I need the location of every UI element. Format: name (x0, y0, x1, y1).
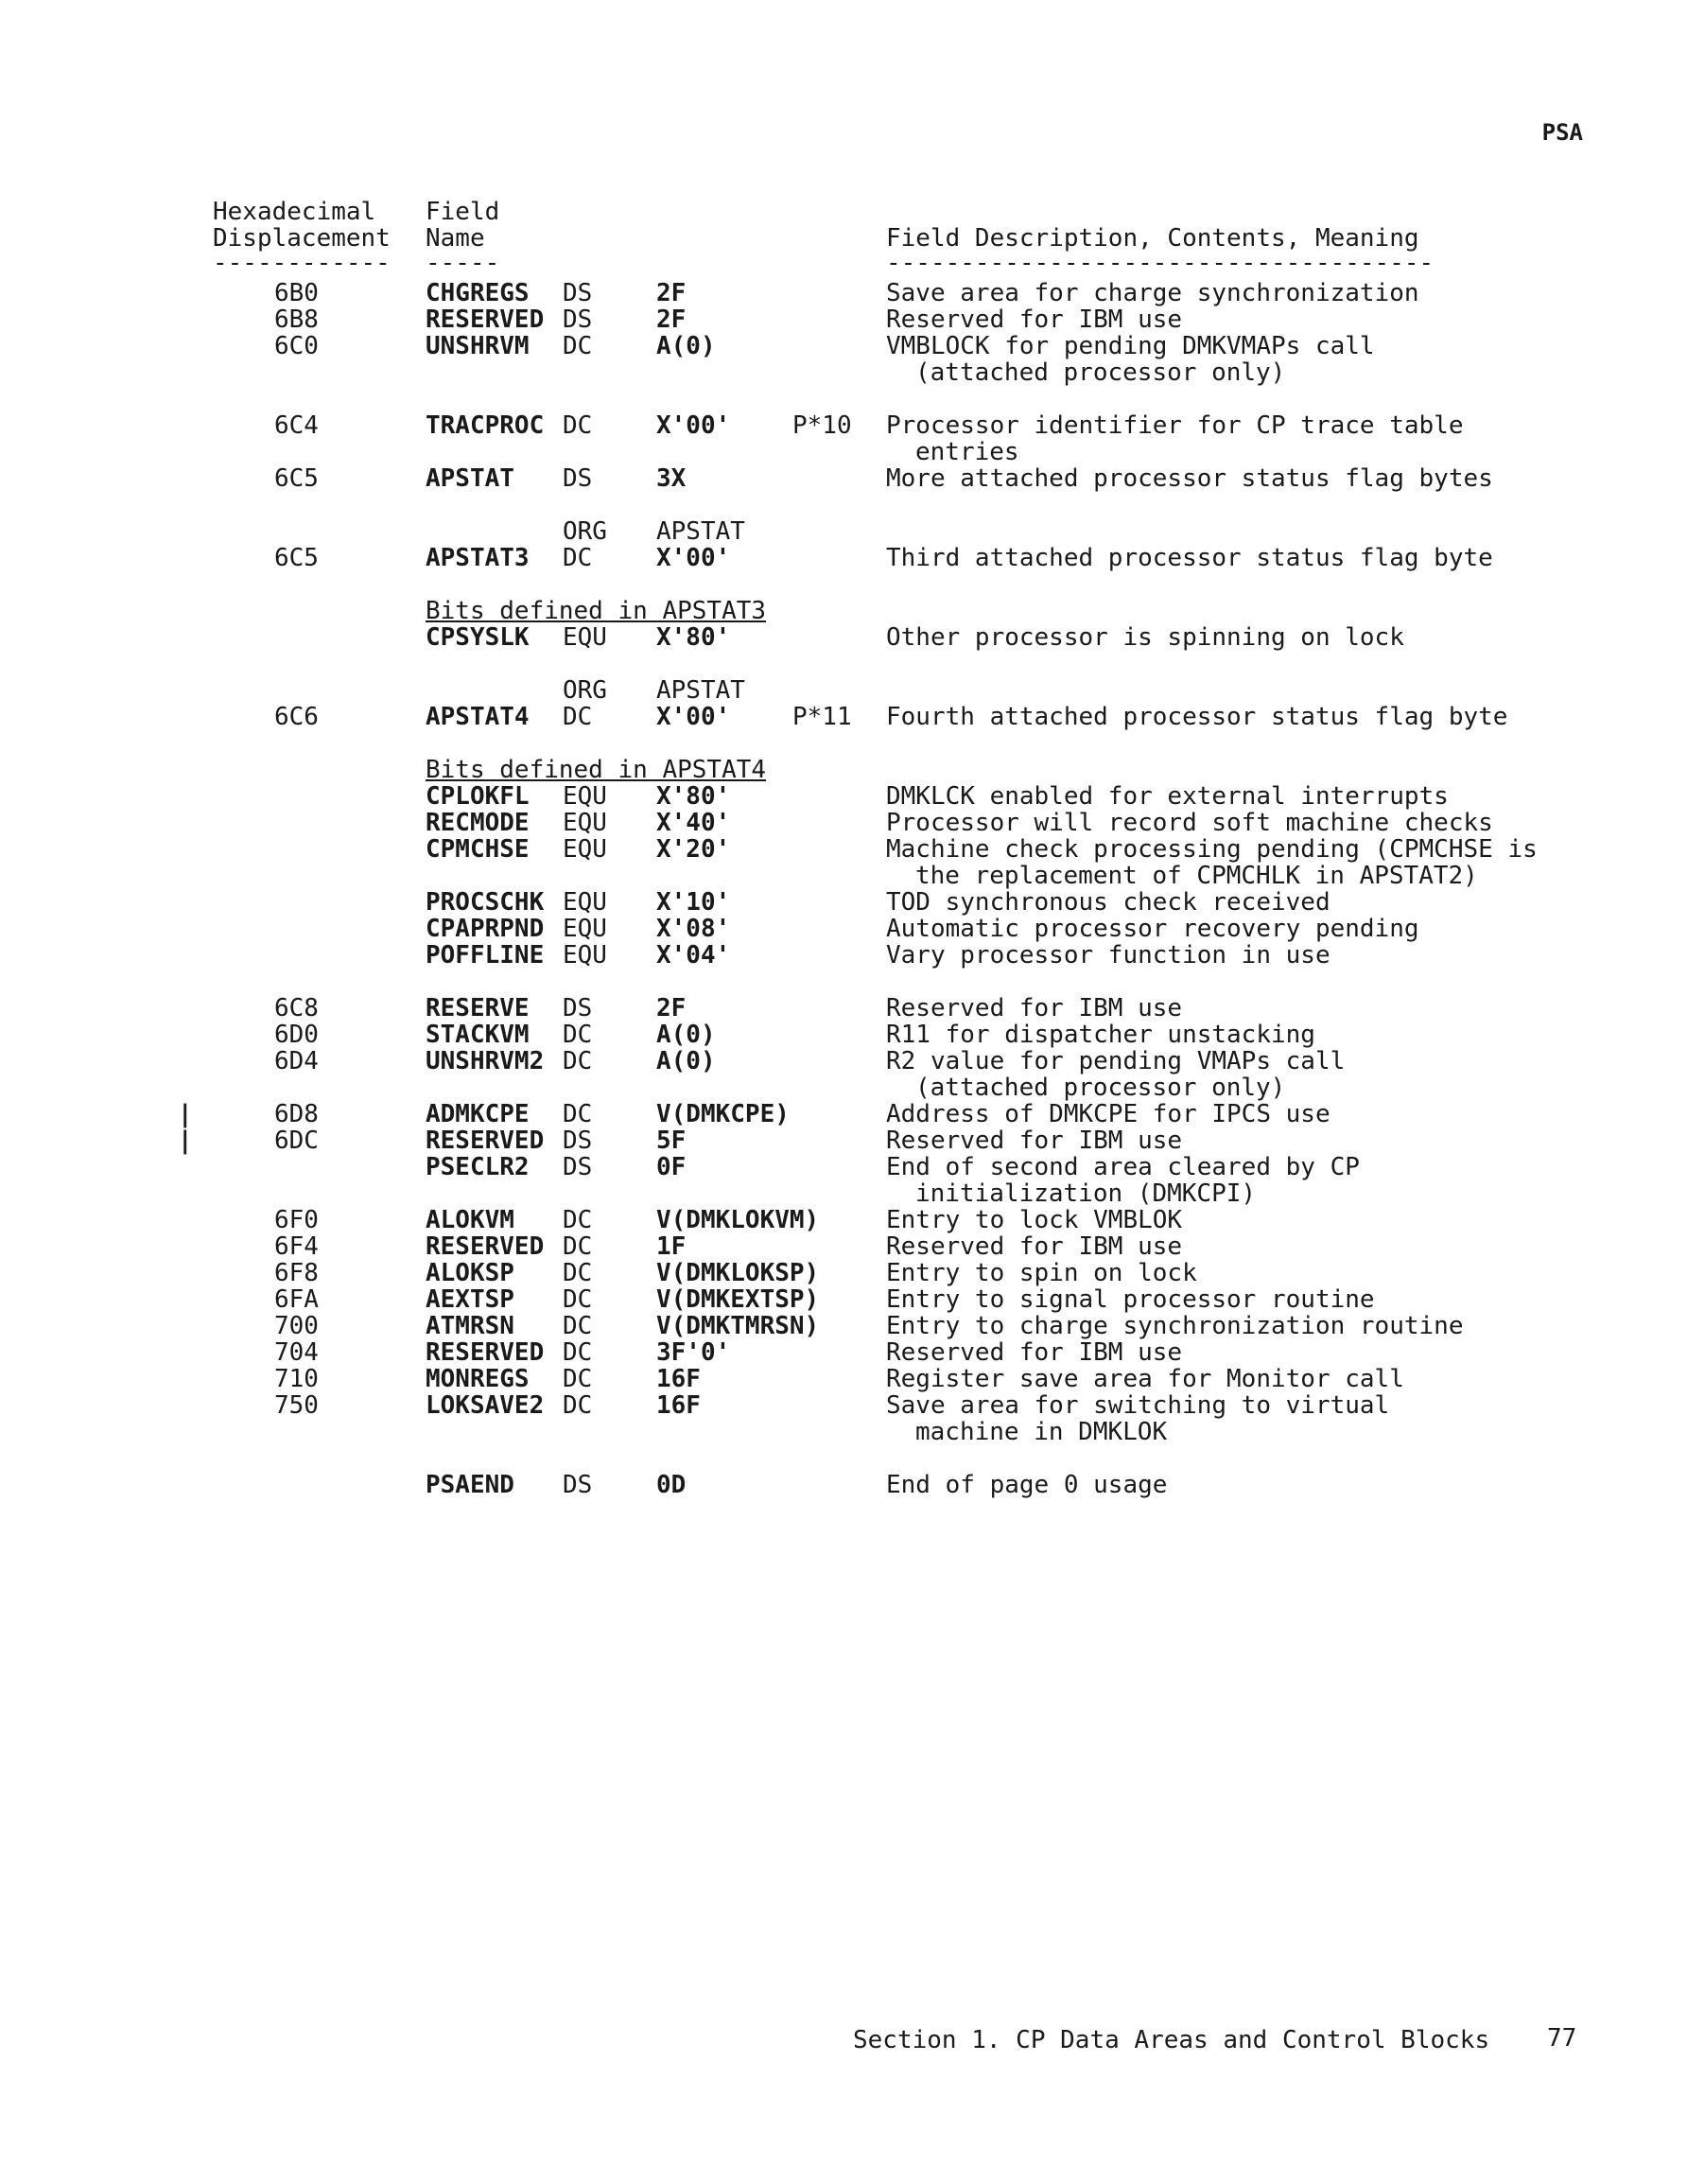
column-header-description-rule: ------------------------------------- (886, 249, 1435, 277)
field-name: APSTAT (426, 464, 514, 493)
operand: A(0) (656, 1047, 716, 1075)
opcode: DC (563, 1021, 593, 1049)
table-row (0, 1313, 1687, 1339)
column-header-description: Field Description, Contents, Meaning (886, 224, 1419, 253)
column-header-name-line2: Name (426, 224, 485, 253)
opcode: DC (563, 703, 593, 731)
table-row (0, 280, 1687, 306)
column-header-displacement-rule: ------------ (213, 249, 391, 277)
operand: X'00' (656, 544, 731, 572)
table-row (0, 836, 1687, 863)
displacement: 6D8 (274, 1100, 319, 1128)
page-number: 77 (1547, 2024, 1577, 2053)
field-description: R11 for dispatcher unstacking (886, 1021, 1315, 1049)
table-row (0, 810, 1687, 836)
displacement: 700 (274, 1312, 319, 1340)
operand: V(DMKCPE) (656, 1100, 790, 1128)
displacement: 6D0 (274, 1021, 319, 1049)
field-name: RESERVE (426, 994, 530, 1022)
displacement: 6F8 (274, 1259, 319, 1287)
opcode: EQU (563, 915, 607, 943)
opcode: DC (563, 332, 593, 360)
operand: A(0) (656, 1021, 716, 1049)
field-name: CHGREGS (426, 279, 530, 307)
opcode: EQU (563, 941, 607, 970)
column-header-displacement-line2: Displacement (213, 224, 391, 253)
field-description: Reserved for IBM use (886, 1127, 1183, 1155)
opcode: DC (563, 1365, 593, 1393)
table-row (0, 995, 1687, 1022)
field-name: STACKVM (426, 1021, 530, 1049)
page-footer-section: Section 1. CP Data Areas and Control Blocks (853, 2026, 1490, 2054)
field-description: End of page 0 usage (886, 1471, 1168, 1499)
operand: X'00' (656, 411, 731, 440)
field-description: Reserved for IBM use (886, 306, 1183, 334)
column-header-name-rule: ----- (426, 249, 500, 277)
opcode: DC (563, 1100, 593, 1128)
field-description: Reserved for IBM use (886, 994, 1183, 1022)
column-header-displacement-line1: Hexadecimal (213, 198, 376, 226)
displacement: 6B8 (274, 306, 319, 334)
field-table (0, 280, 1687, 1498)
opcode: DS (563, 1127, 593, 1155)
table-row (0, 306, 1687, 333)
field-description: Third attached processor status flag byte (886, 544, 1493, 572)
table-row (0, 545, 1687, 571)
field-description: Entry to spin on lock (886, 1259, 1197, 1287)
opcode: EQU (563, 782, 607, 811)
description-continuation (0, 1419, 1687, 1445)
table-row (0, 916, 1687, 942)
field-description: More attached processor status flag bytes (886, 464, 1493, 493)
field-name: RESERVED (426, 306, 545, 334)
field-description: TOD synchronous check received (886, 888, 1330, 917)
field-description: Processor will record soft machine checks (886, 809, 1493, 837)
field-description: Other processor is spinning on lock (886, 623, 1404, 652)
operand: V(DMKTMRSN) (656, 1312, 820, 1340)
displacement: 6B0 (274, 279, 319, 307)
field-name: CPSYSLK (426, 623, 530, 652)
field-name: LOKSAVE2 (426, 1391, 545, 1420)
opcode: DC (563, 544, 593, 572)
field-name: CPLOKFL (426, 782, 530, 811)
opcode: DC (563, 1312, 593, 1340)
opcode: EQU (563, 888, 607, 917)
field-description: Save area for switching to virtual (886, 1391, 1390, 1420)
operand: V(DMKEXTSP) (656, 1285, 820, 1314)
page-header: PSA (1541, 119, 1583, 146)
table-row (0, 1127, 1687, 1154)
opcode: DC (563, 1232, 593, 1261)
field-description: Reserved for IBM use (886, 1338, 1183, 1367)
field-description: Entry to signal processor routine (886, 1285, 1375, 1314)
field-name: CPMCHSE (426, 835, 530, 864)
operand: 16F (656, 1365, 701, 1393)
displacement: 750 (274, 1391, 319, 1420)
field-description: Address of DMKCPE for IPCS use (886, 1100, 1330, 1128)
operand: 2F (656, 994, 687, 1022)
description-continuation (0, 1075, 1687, 1101)
field-description: Fourth attached processor status flag byte (886, 703, 1508, 731)
opcode: EQU (563, 835, 607, 864)
opcode: DS (563, 464, 593, 493)
operand: 3X (656, 464, 687, 493)
operand: X'08' (656, 915, 731, 943)
reference: P*10 (792, 411, 852, 440)
opcode: DS (563, 306, 593, 334)
field-description-continued: entries (915, 438, 1019, 466)
operand: X'80' (656, 623, 731, 652)
org-opcode: ORG (563, 517, 607, 546)
operand: 3F'0' (656, 1338, 731, 1367)
field-description-continued: the replacement of CPMCHLK in APSTAT2) (915, 862, 1478, 890)
field-description-continued: initialization (DMKCPI) (915, 1179, 1257, 1208)
table-row (0, 889, 1687, 916)
spacer-row (0, 386, 1687, 412)
field-name: RESERVED (426, 1232, 545, 1261)
field-name: CPAPRPND (426, 915, 545, 943)
table-row (0, 1154, 1687, 1180)
table-row (0, 1233, 1687, 1260)
table-row (0, 704, 1687, 730)
operand: X'40' (656, 809, 731, 837)
field-description: Vary processor function in use (886, 941, 1330, 970)
displacement: 6C0 (274, 332, 319, 360)
field-name: RECMODE (426, 809, 530, 837)
table-row (0, 333, 1687, 359)
displacement: 6C8 (274, 994, 319, 1022)
field-description: R2 value for pending VMAPs call (886, 1047, 1346, 1075)
displacement: 6D4 (274, 1047, 319, 1075)
field-description: VMBLOCK for pending DMKVMAPs call (886, 332, 1375, 360)
field-description: Machine check processing pending (CPMCHSE is (886, 835, 1538, 864)
field-name: RESERVED (426, 1338, 545, 1367)
table-row (0, 1286, 1687, 1313)
displacement: 6F0 (274, 1206, 319, 1234)
operand: 16F (656, 1391, 701, 1420)
opcode: DC (563, 1391, 593, 1420)
opcode: DS (563, 279, 593, 307)
field-name: ATMRSN (426, 1312, 514, 1340)
table-row (0, 942, 1687, 969)
description-continuation (0, 359, 1687, 386)
displacement: 710 (274, 1365, 319, 1393)
displacement: 6C5 (274, 464, 319, 493)
table-row (0, 1101, 1687, 1127)
table-row (0, 1260, 1687, 1286)
operand: 2F (656, 306, 687, 334)
field-name: POFFLINE (426, 941, 545, 970)
org-statement (0, 518, 1687, 545)
operand: V(DMKLOKVM) (656, 1206, 820, 1234)
displacement: 704 (274, 1338, 319, 1367)
spacer-row (0, 492, 1687, 518)
bits-heading (0, 757, 1687, 783)
field-description: Processor identifier for CP trace table (886, 411, 1464, 440)
operand: 2F (656, 279, 687, 307)
operand: 5F (656, 1127, 687, 1155)
field-name: AEXTSP (426, 1285, 514, 1314)
operand: X'00' (656, 703, 731, 731)
table-row (0, 783, 1687, 810)
operand: X'80' (656, 782, 731, 811)
operand: X'04' (656, 941, 731, 970)
opcode: DC (563, 1047, 593, 1075)
field-name: ADMKCPE (426, 1100, 530, 1128)
description-continuation (0, 439, 1687, 465)
description-continuation (0, 863, 1687, 889)
operand: 0F (656, 1153, 687, 1181)
field-name: PSAEND (426, 1471, 514, 1499)
field-name: TRACPROC (426, 411, 545, 440)
org-operand: APSTAT (656, 676, 745, 705)
org-operand: APSTAT (656, 517, 745, 546)
table-row (0, 1472, 1687, 1498)
field-name: APSTAT4 (426, 703, 530, 731)
spacer-row (0, 1445, 1687, 1472)
table-row (0, 624, 1687, 651)
field-name: ALOKVM (426, 1206, 514, 1234)
opcode: DC (563, 1206, 593, 1234)
operand: 1F (656, 1232, 687, 1261)
org-opcode: ORG (563, 676, 607, 705)
opcode: DS (563, 1153, 593, 1181)
change-bar: | (181, 1127, 190, 1155)
displacement: 6C6 (274, 703, 319, 731)
table-row (0, 1392, 1687, 1419)
operand: 0D (656, 1471, 687, 1499)
opcode: DC (563, 1338, 593, 1367)
field-description: End of second area cleared by CP (886, 1153, 1360, 1181)
field-description: Entry to lock VMBLOK (886, 1206, 1183, 1234)
spacer-row (0, 651, 1687, 677)
opcode: DC (563, 1259, 593, 1287)
field-description: Automatic processor recovery pending (886, 915, 1419, 943)
org-statement (0, 677, 1687, 704)
bits-defined-label: Bits defined in APSTAT3 (426, 597, 767, 625)
field-name: PSECLR2 (426, 1153, 530, 1181)
field-name: UNSHRVM2 (426, 1047, 545, 1075)
field-name: APSTAT3 (426, 544, 530, 572)
description-continuation (0, 1180, 1687, 1207)
displacement: 6FA (274, 1285, 319, 1314)
change-bar: | (181, 1100, 190, 1128)
field-description: Reserved for IBM use (886, 1232, 1183, 1261)
table-row (0, 1207, 1687, 1233)
field-description-continued: machine in DMKLOK (915, 1418, 1168, 1446)
opcode: DC (563, 411, 593, 440)
opcode: EQU (563, 623, 607, 652)
bits-heading (0, 598, 1687, 624)
field-description: Save area for charge synchronization (886, 279, 1419, 307)
spacer-row (0, 730, 1687, 757)
field-name: MONREGS (426, 1365, 530, 1393)
operand: V(DMKLOKSP) (656, 1259, 820, 1287)
table-row (0, 465, 1687, 492)
displacement: 6C4 (274, 411, 319, 440)
reference: P*11 (792, 703, 852, 731)
operand: A(0) (656, 332, 716, 360)
displacement: 6C5 (274, 544, 319, 572)
field-name: ALOKSP (426, 1259, 514, 1287)
table-row (0, 412, 1687, 439)
spacer-row (0, 571, 1687, 598)
column-header-name-line1: Field (426, 198, 500, 226)
opcode: DC (563, 1285, 593, 1314)
opcode: EQU (563, 809, 607, 837)
field-description: DMKLCK enabled for external interrupts (886, 782, 1449, 811)
field-description-continued: (attached processor only) (915, 1074, 1286, 1102)
table-row (0, 1022, 1687, 1048)
table-row (0, 1339, 1687, 1366)
field-name: PROCSCHK (426, 888, 545, 917)
displacement: 6DC (274, 1127, 319, 1155)
table-row (0, 1048, 1687, 1075)
field-description: Entry to charge synchronization routine (886, 1312, 1464, 1340)
opcode: DS (563, 1471, 593, 1499)
spacer-row (0, 969, 1687, 995)
displacement: 6F4 (274, 1232, 319, 1261)
bits-defined-label: Bits defined in APSTAT4 (426, 756, 767, 784)
field-name: RESERVED (426, 1127, 545, 1155)
opcode: DS (563, 994, 593, 1022)
table-row (0, 1366, 1687, 1392)
field-description: Register save area for Monitor call (886, 1365, 1404, 1393)
field-description-continued: (attached processor only) (915, 358, 1286, 387)
operand: X'10' (656, 888, 731, 917)
field-name: UNSHRVM (426, 332, 530, 360)
operand: X'20' (656, 835, 731, 864)
